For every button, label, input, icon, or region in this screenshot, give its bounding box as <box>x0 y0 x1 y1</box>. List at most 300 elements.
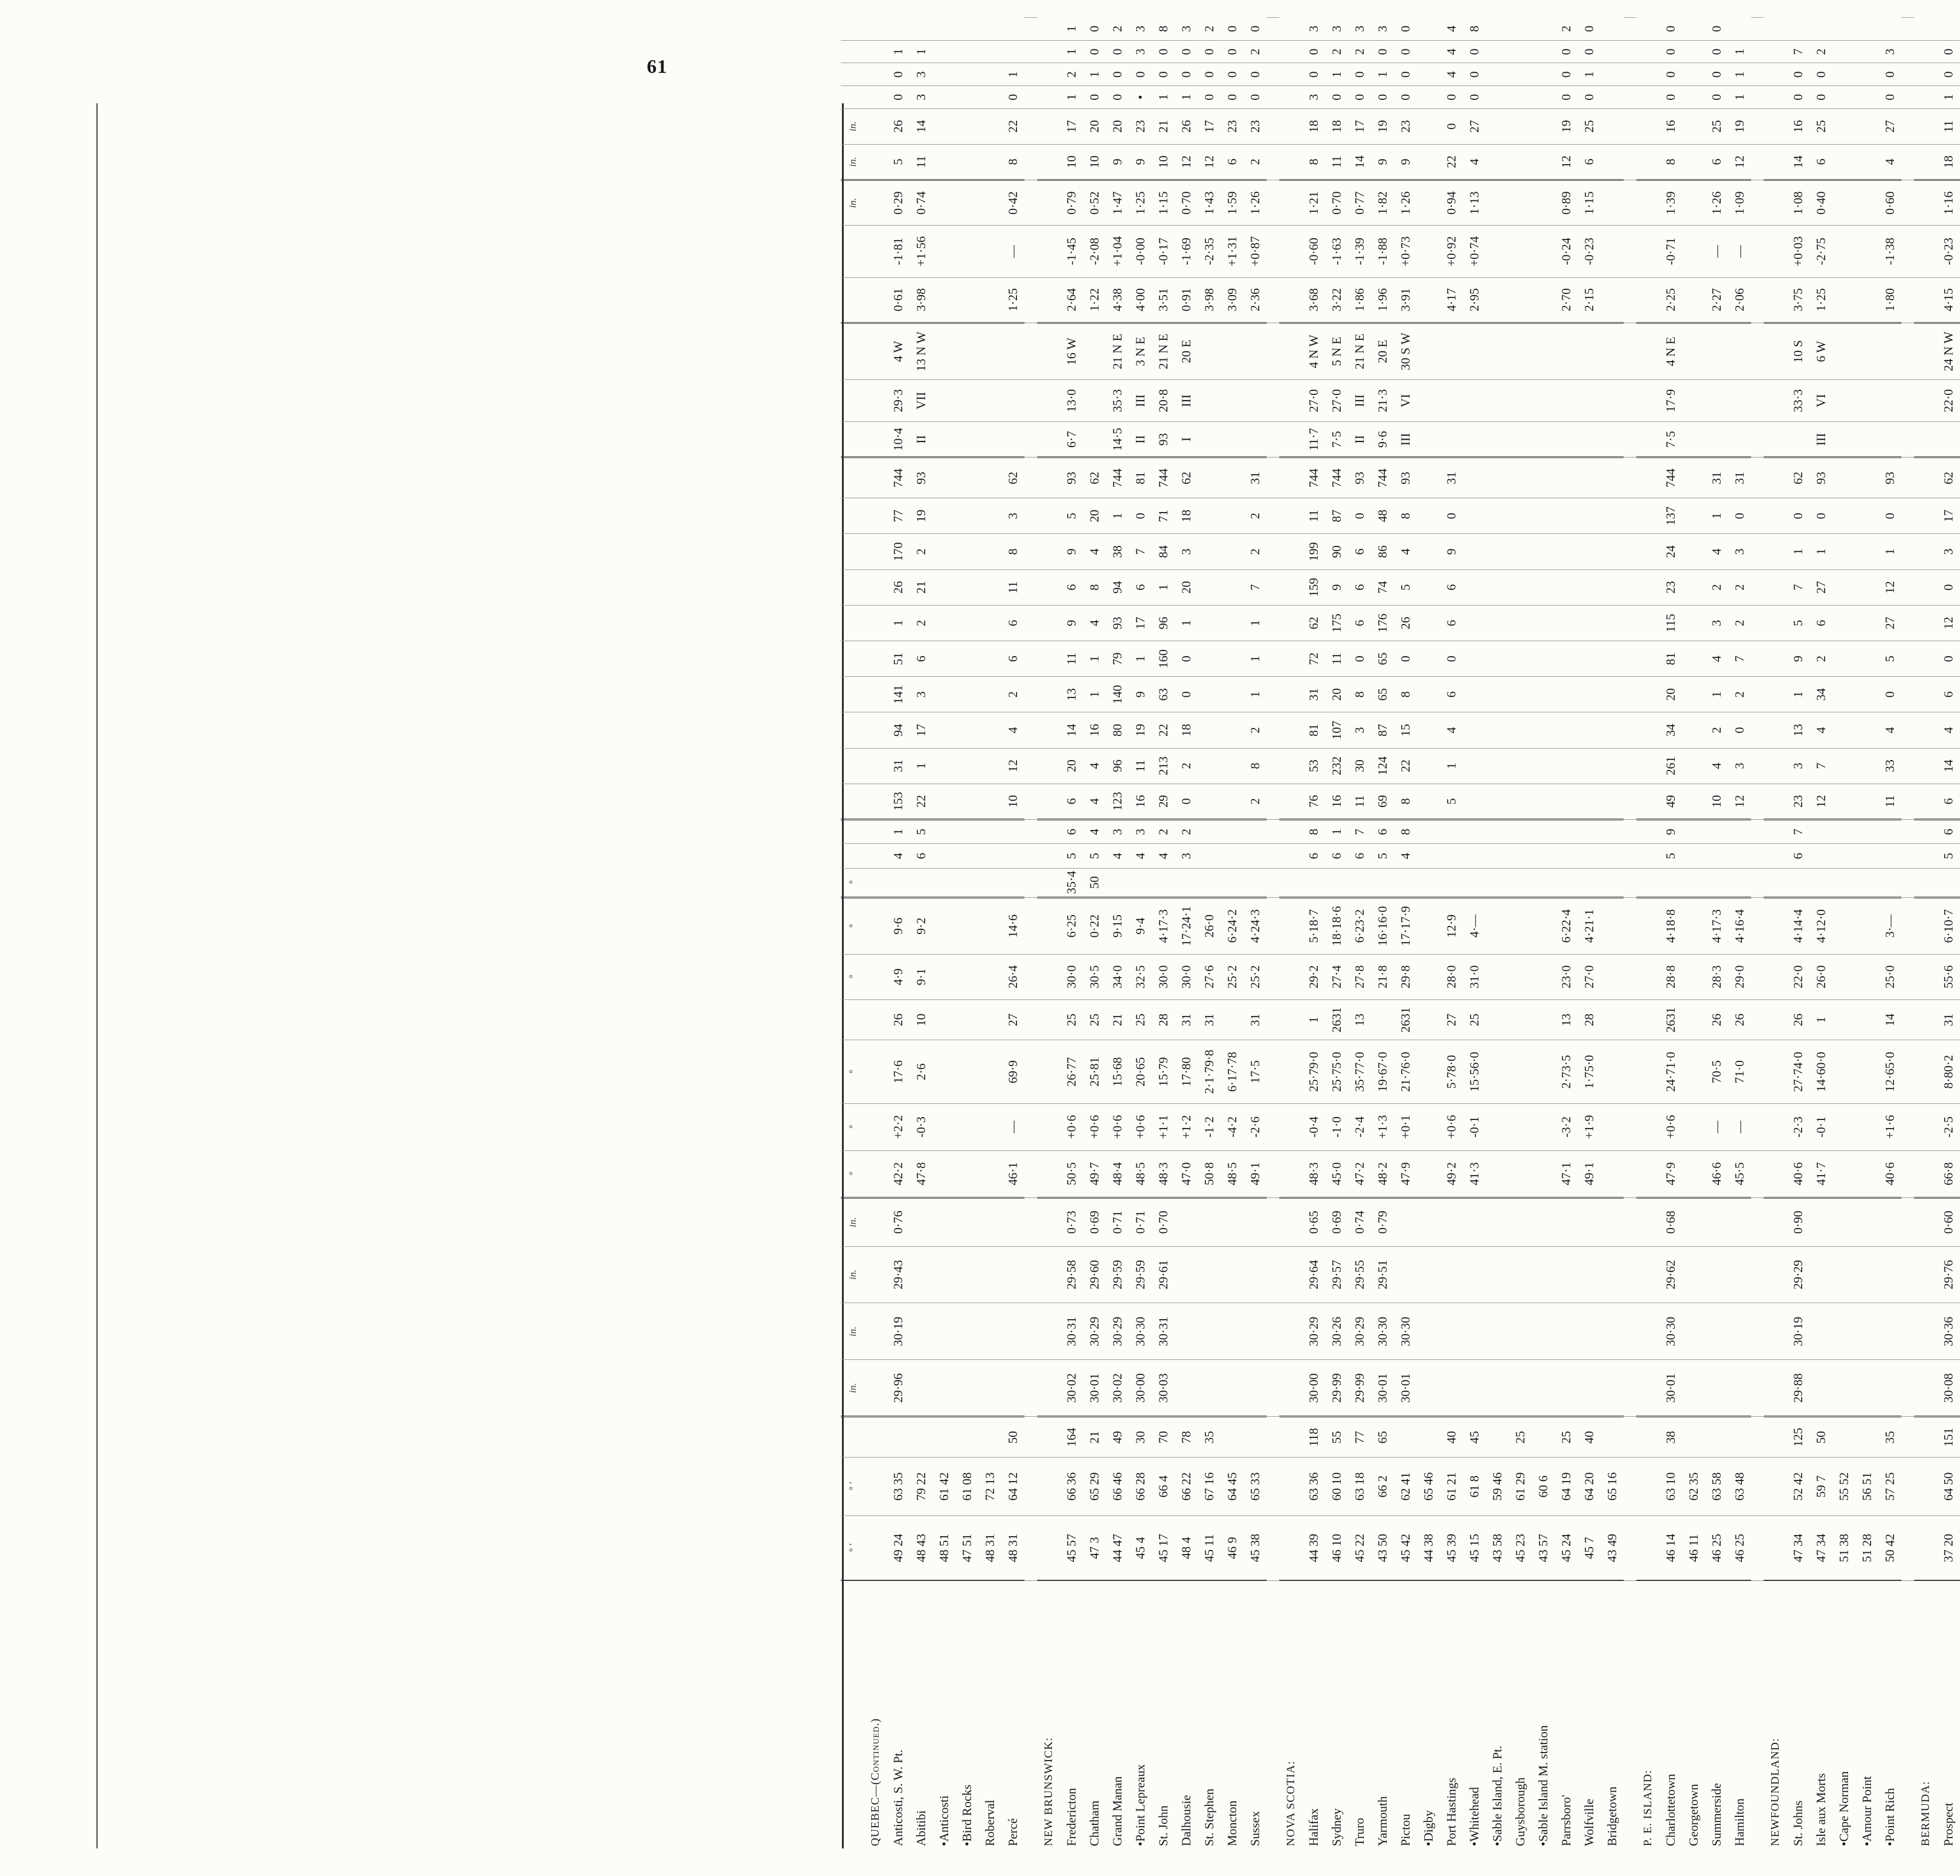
data-cell <box>1532 748 1555 784</box>
data-cell: 2·73·5 <box>1555 1040 1578 1103</box>
data-cell <box>1833 108 1856 144</box>
data-cell: 63 58 <box>1705 1458 1728 1516</box>
data-cell <box>1636 323 1659 379</box>
data-cell <box>1325 868 1348 897</box>
data-cell <box>1636 999 1659 1040</box>
data-cell <box>1578 819 1601 843</box>
data-cell: 70 <box>1152 1417 1175 1458</box>
data-cell <box>1856 498 1879 534</box>
data-cell: 6 <box>1810 605 1833 641</box>
data-cell <box>1037 844 1060 868</box>
data-cell: ° ′ <box>841 1515 864 1580</box>
data-cell <box>933 844 956 868</box>
data-cell: 6 <box>1060 819 1083 843</box>
data-cell <box>1914 677 1937 712</box>
data-cell: 31 <box>1937 999 1960 1040</box>
data-cell: 26 <box>1175 108 1198 144</box>
data-cell <box>1636 712 1659 748</box>
data-cell <box>1764 422 1787 458</box>
data-cell: 3 <box>910 63 933 86</box>
data-cell <box>1682 605 1705 641</box>
data-cell: 79 <box>1106 641 1129 676</box>
data-cell <box>1833 1246 1856 1303</box>
data-cell <box>1764 569 1787 605</box>
data-cell: 0 <box>1244 86 1267 108</box>
data-cell <box>1856 1197 1879 1246</box>
data-cell <box>979 86 1002 108</box>
data-cell: 8 <box>1002 144 1024 180</box>
data-cell: 23 <box>1129 108 1152 144</box>
data-cell <box>1879 422 1901 458</box>
data-cell: in. <box>841 180 864 225</box>
data-cell <box>864 458 887 498</box>
data-cell: 31 <box>1705 458 1728 498</box>
data-cell: 744 <box>1106 458 1129 498</box>
data-cell: 30·02 <box>1106 1360 1129 1417</box>
data-cell: 22·0 <box>1937 379 1960 422</box>
data-cell: 31 <box>887 748 910 784</box>
data-cell <box>1682 277 1705 323</box>
station-name: •Sable Island M. station <box>1532 1580 1555 1848</box>
data-cell: 2 <box>1325 40 1348 63</box>
spacer-cell <box>1267 1197 1279 1246</box>
data-cell <box>1037 40 1060 63</box>
data-cell: 8 <box>1467 25 1481 32</box>
data-cell <box>1198 1197 1221 1246</box>
data-cell <box>979 40 1002 63</box>
data-cell <box>1636 819 1659 843</box>
data-cell: 118 <box>1302 1417 1325 1458</box>
data-cell <box>1636 226 1659 277</box>
data-cell: 50 <box>1002 1417 1024 1458</box>
data-cell <box>1417 605 1440 641</box>
spacer-cell <box>1751 277 1764 323</box>
data-cell: 6 <box>1937 819 1960 843</box>
data-cell: 27 <box>1879 605 1901 641</box>
data-cell: 6 <box>1440 569 1463 605</box>
data-cell: 1 <box>1083 63 1106 86</box>
data-cell <box>1532 422 1555 458</box>
data-cell: 1·75·0 <box>1578 1040 1601 1103</box>
data-cell <box>864 999 887 1040</box>
data-cell: 1·15 <box>1578 180 1601 225</box>
data-cell <box>979 63 1002 86</box>
data-cell: 66 46 <box>1106 1458 1129 1516</box>
data-cell <box>1417 712 1440 748</box>
data-cell: 40·6 <box>1879 1150 1901 1197</box>
data-cell <box>1279 1246 1302 1303</box>
data-cell <box>1221 458 1244 498</box>
data-cell: 17 <box>910 712 933 748</box>
data-cell: 0·70 <box>1325 180 1348 225</box>
data-cell: 5 <box>1879 641 1901 676</box>
data-cell <box>1198 819 1221 843</box>
data-cell <box>1601 641 1624 676</box>
data-cell <box>1486 1150 1509 1197</box>
data-cell: 42·2 <box>887 1150 910 1197</box>
spacer-cell <box>1901 534 1914 569</box>
data-cell: 44 38 <box>1417 1515 1440 1580</box>
data-cell: 1 <box>1325 819 1348 843</box>
data-cell <box>1879 323 1901 379</box>
data-cell: 1 <box>1728 86 1751 108</box>
data-cell <box>1682 819 1705 843</box>
data-cell: 19 <box>910 498 933 534</box>
data-cell: 1 <box>1106 498 1129 534</box>
data-cell: +0·6 <box>1083 1103 1106 1150</box>
data-cell <box>979 1103 1002 1150</box>
data-cell <box>1532 677 1555 712</box>
data-cell <box>1509 18 1532 41</box>
data-cell: +0·1 <box>1394 1103 1417 1150</box>
data-cell <box>1914 999 1937 1040</box>
data-cell: 5 <box>887 144 910 180</box>
data-cell: 0 <box>1302 63 1325 86</box>
data-cell: II <box>910 422 933 458</box>
data-cell: 8 <box>1083 569 1106 605</box>
data-cell <box>1417 1246 1440 1303</box>
data-cell <box>1244 844 1267 868</box>
data-cell: 2·64 <box>1060 277 1083 323</box>
station-name: Percé <box>1002 1580 1024 1848</box>
data-cell <box>1002 868 1024 897</box>
data-cell <box>1244 1360 1267 1417</box>
data-cell: +0·87 <box>1244 226 1267 277</box>
station-name: Prospect <box>1937 1580 1960 1848</box>
data-cell <box>979 712 1002 748</box>
data-cell: -4·2 <box>1221 1103 1244 1150</box>
data-cell <box>1417 1360 1440 1417</box>
data-cell: 26 <box>1705 999 1728 1040</box>
data-cell <box>1555 1360 1578 1417</box>
data-cell <box>1636 1515 1659 1580</box>
data-cell: 7 <box>1244 569 1267 605</box>
data-cell: 30·00 <box>1302 1360 1325 1417</box>
data-cell <box>1601 277 1624 323</box>
data-cell: in. <box>841 1360 864 1417</box>
data-cell <box>1532 63 1555 86</box>
data-cell <box>1764 1103 1787 1150</box>
data-cell: ° <box>841 1150 864 1197</box>
data-cell: 19 <box>1728 108 1751 144</box>
data-cell: 49·1 <box>1244 1150 1267 1197</box>
data-cell: 12 <box>1879 569 1901 605</box>
data-cell: 9 <box>1325 569 1348 605</box>
data-cell: 77 <box>1348 1417 1371 1458</box>
data-cell: 45 7 <box>1578 1515 1601 1580</box>
data-cell: 30·19 <box>887 1303 910 1360</box>
data-cell: 47 34 <box>1787 1515 1810 1580</box>
data-cell <box>1601 569 1624 605</box>
data-cell <box>956 1246 979 1303</box>
data-cell <box>1705 868 1728 897</box>
data-cell <box>1221 379 1244 422</box>
data-cell <box>1705 819 1728 843</box>
data-cell <box>1440 1197 1463 1246</box>
data-cell <box>887 18 910 41</box>
data-cell: 66 4 <box>1152 1458 1175 1516</box>
data-cell <box>1601 868 1624 897</box>
spacer-cell <box>1267 819 1279 843</box>
data-cell: 65 46 <box>1417 1458 1440 1516</box>
data-cell: in. <box>841 144 864 180</box>
data-cell: 12 <box>1002 748 1024 784</box>
station-name: •Digby <box>1417 1580 1440 1848</box>
data-cell <box>1555 1303 1578 1360</box>
data-cell <box>1833 18 1856 41</box>
data-cell <box>1764 1150 1787 1197</box>
spacer-cell <box>1624 277 1636 323</box>
table-row <box>1002 18 1024 1849</box>
data-cell <box>1879 1360 1901 1417</box>
data-cell: 744 <box>1325 458 1348 498</box>
data-cell: 9·6 <box>1371 422 1394 458</box>
spacer-cell <box>1024 1197 1037 1246</box>
data-cell: 30·00 <box>1129 1360 1152 1417</box>
spacer-cell <box>1024 844 1037 868</box>
spacer-cell <box>1901 1515 1914 1580</box>
spacer-cell <box>1751 1040 1764 1103</box>
data-cell <box>979 144 1002 180</box>
data-cell <box>1833 1197 1856 1246</box>
spacer-cell <box>1901 1103 1914 1150</box>
data-cell <box>1083 379 1106 422</box>
data-cell: 55 52 <box>1833 1458 1856 1516</box>
data-cell: 87 <box>1371 712 1394 748</box>
data-cell: 63 48 <box>1728 1458 1751 1516</box>
data-cell <box>1509 458 1532 498</box>
data-cell: 0 <box>1937 40 1960 63</box>
data-cell: 25·79·0 <box>1302 1040 1325 1103</box>
data-cell <box>1601 605 1624 641</box>
data-cell <box>841 784 864 819</box>
spacer-cell <box>1267 1515 1279 1580</box>
data-cell <box>1198 1360 1221 1417</box>
spacer-cell <box>1267 605 1279 641</box>
data-cell <box>1244 819 1267 843</box>
data-cell <box>1705 844 1728 868</box>
spacer-cell <box>1751 748 1764 784</box>
spacer-cell <box>1267 226 1279 277</box>
data-cell: 0·60 <box>1879 180 1901 225</box>
spacer-cell <box>1024 1103 1037 1150</box>
data-cell: 1 <box>1175 86 1198 108</box>
data-cell <box>1914 954 1937 999</box>
data-cell: 0 <box>1810 498 1833 534</box>
table-row <box>956 18 979 1849</box>
spacer-cell <box>1024 999 1037 1040</box>
data-cell <box>1555 748 1578 784</box>
data-cell: +1·04 <box>1106 226 1129 277</box>
data-cell: 59 46 <box>1486 1458 1509 1516</box>
data-cell: 29·99 <box>1325 1360 1348 1417</box>
data-cell <box>1221 498 1244 534</box>
data-cell: 9·4 <box>1129 897 1152 954</box>
data-cell <box>1856 144 1879 180</box>
data-cell: 29·64 <box>1302 1246 1325 1303</box>
data-cell <box>933 569 956 605</box>
data-cell: 16·16·0 <box>1371 897 1394 954</box>
data-cell <box>1856 605 1879 641</box>
data-cell: 78 <box>1175 1417 1198 1458</box>
data-cell: 47·9 <box>1659 1150 1682 1197</box>
data-cell: 4 <box>1879 712 1901 748</box>
data-cell <box>1856 180 1879 225</box>
data-cell <box>1810 844 1833 868</box>
spacer-cell <box>1751 1246 1764 1303</box>
data-cell: 7·5 <box>1325 422 1348 458</box>
data-cell: 14 <box>1937 748 1960 784</box>
data-cell: 6 <box>1787 844 1810 868</box>
data-cell <box>1578 379 1601 422</box>
data-cell <box>933 1150 956 1197</box>
data-cell <box>1914 18 1937 41</box>
data-cell: 8 <box>1302 819 1325 843</box>
data-cell <box>933 180 956 225</box>
data-cell <box>1914 1303 1937 1360</box>
data-cell <box>864 108 887 144</box>
data-cell <box>956 534 979 569</box>
data-cell: 93 <box>1394 458 1417 498</box>
data-cell: 4 <box>1937 712 1960 748</box>
data-cell <box>1764 86 1787 108</box>
data-cell <box>1463 1246 1486 1303</box>
station-name: Moncton <box>1221 1580 1244 1848</box>
data-cell: 38 <box>1106 534 1129 569</box>
spacer-cell <box>1267 1458 1279 1516</box>
data-cell: 51 28 <box>1856 1515 1879 1580</box>
data-cell: 0·70 <box>1175 180 1198 225</box>
data-cell: 26·4 <box>1002 954 1024 999</box>
data-cell: 2 <box>1728 569 1751 605</box>
data-cell <box>1221 784 1244 819</box>
data-cell: 16 <box>1787 108 1810 144</box>
data-cell: 55 <box>1325 1417 1348 1458</box>
data-cell <box>1833 712 1856 748</box>
data-cell: 0·60 <box>1937 1197 1960 1246</box>
data-cell: 176 <box>1371 605 1394 641</box>
data-cell <box>1682 784 1705 819</box>
data-cell <box>956 954 979 999</box>
data-cell <box>1914 180 1937 225</box>
data-cell <box>1175 1246 1198 1303</box>
data-cell: 64 50 <box>1937 1458 1960 1516</box>
data-cell: 7 <box>1129 534 1152 569</box>
spacer-cell <box>1751 784 1764 819</box>
spacer-cell <box>1751 108 1764 144</box>
data-cell: 1 <box>887 819 910 843</box>
data-cell: 5 <box>1659 844 1682 868</box>
data-cell: 6 <box>1348 844 1371 868</box>
data-cell <box>864 1515 887 1580</box>
data-cell <box>1856 108 1879 144</box>
data-cell: 2·6 <box>910 1040 933 1103</box>
data-cell: 1 <box>1371 63 1394 86</box>
spacer-cell <box>1267 897 1279 954</box>
data-cell <box>1856 1246 1879 1303</box>
data-cell <box>1486 498 1509 534</box>
data-cell: 0 <box>1787 498 1810 534</box>
data-cell: 35 <box>1198 1417 1221 1458</box>
data-cell: 21·3 <box>1371 379 1394 422</box>
data-cell: 0 <box>1002 86 1024 108</box>
data-cell: 1·26 <box>1705 180 1728 225</box>
data-cell: 17 <box>1348 108 1371 144</box>
data-cell <box>1486 323 1509 379</box>
data-cell: 8 <box>1394 784 1417 819</box>
data-cell <box>1221 422 1244 458</box>
data-cell: 81 <box>1659 641 1682 676</box>
data-cell <box>956 569 979 605</box>
data-cell: 31·0 <box>1463 954 1486 999</box>
data-cell <box>1279 954 1302 999</box>
spacer-cell <box>1267 144 1279 180</box>
data-cell: 0·91 <box>1175 277 1198 323</box>
data-cell <box>1833 999 1856 1040</box>
data-cell: III <box>1810 422 1833 458</box>
data-cell: 94 <box>887 712 910 748</box>
station-name: •Point Rich <box>1879 1580 1901 1848</box>
spacer-cell <box>1024 18 1037 41</box>
data-cell: 50 <box>1810 1417 1833 1458</box>
data-cell <box>1601 379 1624 422</box>
data-cell: 27 <box>1002 999 1024 1040</box>
data-cell <box>1787 422 1810 458</box>
data-cell: 96 <box>1106 748 1129 784</box>
data-cell <box>1486 844 1509 868</box>
data-cell <box>1810 1197 1833 1246</box>
data-cell <box>956 379 979 422</box>
data-cell: 40 <box>1578 1417 1601 1458</box>
spacer-cell <box>1901 569 1914 605</box>
data-cell <box>1601 999 1624 1040</box>
data-cell <box>1764 180 1787 225</box>
data-cell: 65 <box>1371 677 1394 712</box>
spacer-cell <box>1751 1150 1764 1197</box>
data-cell <box>1198 712 1221 748</box>
data-cell <box>979 422 1002 458</box>
data-cell <box>1833 1103 1856 1150</box>
data-cell: 43 50 <box>1371 1515 1394 1580</box>
data-cell <box>1509 86 1532 108</box>
data-cell: 3·— <box>1879 897 1901 954</box>
data-cell <box>956 180 979 225</box>
province-heading-row <box>1914 18 1937 1849</box>
data-cell: 62 35 <box>1682 1458 1705 1516</box>
data-cell: 3 <box>1879 40 1901 63</box>
table-frame <box>96 103 844 1848</box>
data-cell: 30·36 <box>1937 1303 1960 1360</box>
data-cell: 3 <box>1728 534 1751 569</box>
data-cell <box>1486 748 1509 784</box>
data-cell <box>1417 844 1440 868</box>
data-cell <box>1601 226 1624 277</box>
data-cell <box>1198 677 1221 712</box>
data-cell <box>1244 422 1267 458</box>
data-cell: 1·16 <box>1937 180 1960 225</box>
data-cell: 3·09 <box>1221 277 1244 323</box>
data-cell <box>1682 86 1705 108</box>
data-cell <box>1463 1360 1486 1417</box>
data-cell <box>1810 1303 1833 1360</box>
spacer-cell <box>1624 498 1636 534</box>
spacer-cell <box>1624 458 1636 498</box>
data-cell <box>1682 144 1705 180</box>
data-cell: 3 <box>1175 534 1198 569</box>
spacer-cell <box>1901 748 1914 784</box>
data-cell <box>1279 1515 1302 1580</box>
data-cell: 27 <box>1463 108 1486 144</box>
